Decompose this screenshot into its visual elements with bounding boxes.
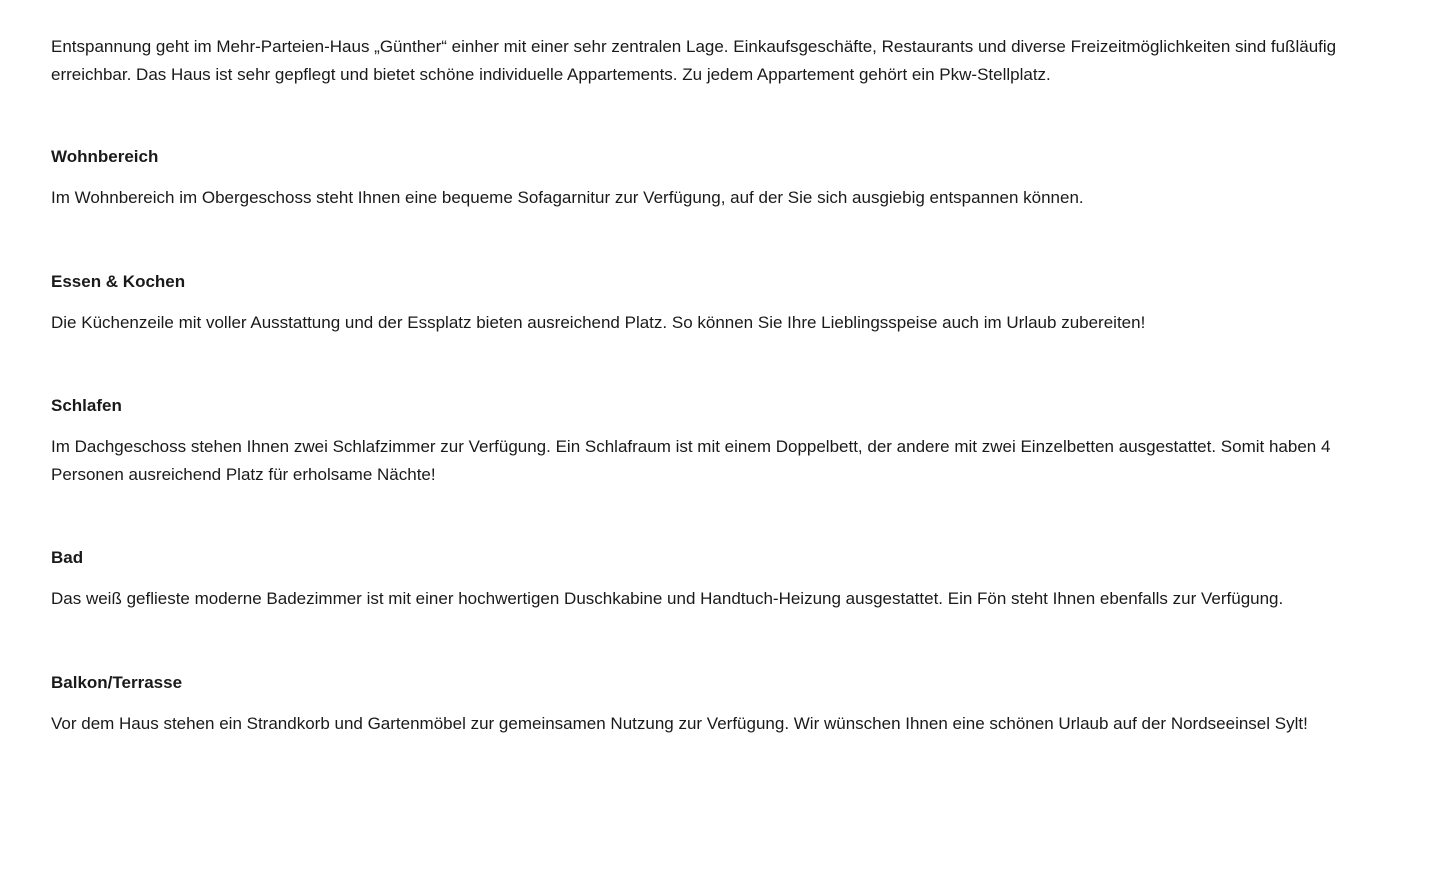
intro-paragraph: Entspannung geht im Mehr-Parteien-Haus „Günther“ einher mit einer sehr zentralen Lage. Einkaufsgeschäfte, Restaurants und diverse Freizeitmöglichkeiten sind fußläufig erreichbar. Das Haus ist sehr gepflegt und bietet schöne individuelle Appartements. Zu jedem Appartement gehört ein Pkw-Stellplatz.	[51, 37, 1337, 84]
section-text: Im Wohnbereich im Obergeschoss steht Ihnen eine bequeme Sofagarnitur zur Verfügung, auf der Sie sich ausgiebig entspannen können.	[51, 188, 1084, 207]
section-bad	[51, 544, 1391, 613]
section-title: Balkon/Terrasse	[51, 672, 183, 692]
section-essen-kochen	[51, 268, 1391, 337]
section-schlafen	[51, 392, 1391, 488]
description	[51, 33, 1391, 793]
section-text: Vor dem Haus stehen ein Strandkorb und Gartenmöbel zur gemeinsamen Nutzung zur Verfügung. Wir wünschen Ihnen eine schönen Urlaub auf der Nordseeinsel Sylt!	[51, 713, 1308, 733]
section-wohnbereich	[51, 143, 1391, 212]
section-text: Im Dachgeschoss stehen Ihnen zwei Schlafzimmer zur Verfügung. Ein Schlafraum ist mit einem Doppelbett, der andere mit zwei Einzelbetten ausgestattet. Somit haben 4 Personen ausreichend Platz für erholsame Nächte!	[51, 437, 1331, 484]
section-title: Bad	[51, 548, 84, 567]
section-title: Essen & Kochen	[51, 271, 186, 291]
section-text: Die Küchenzeile mit voller Ausstattung und der Essplatz bieten ausreichend Platz. So können Sie Ihre Lieblingsspeise auch im Urlaub zubereiten!	[51, 312, 1146, 332]
section-title: Wohnbereich	[51, 147, 159, 166]
section-title: Schlafen	[51, 396, 122, 415]
section-text: Das weiß geflieste moderne Badezimmer ist mit einer hochwertigen Duschkabine und Handtuch-Heizung ausgestattet. Ein Fön steht Ihnen ebenfalls zur Verfügung.	[51, 589, 1284, 608]
section-balkon-terrasse	[51, 669, 1391, 738]
